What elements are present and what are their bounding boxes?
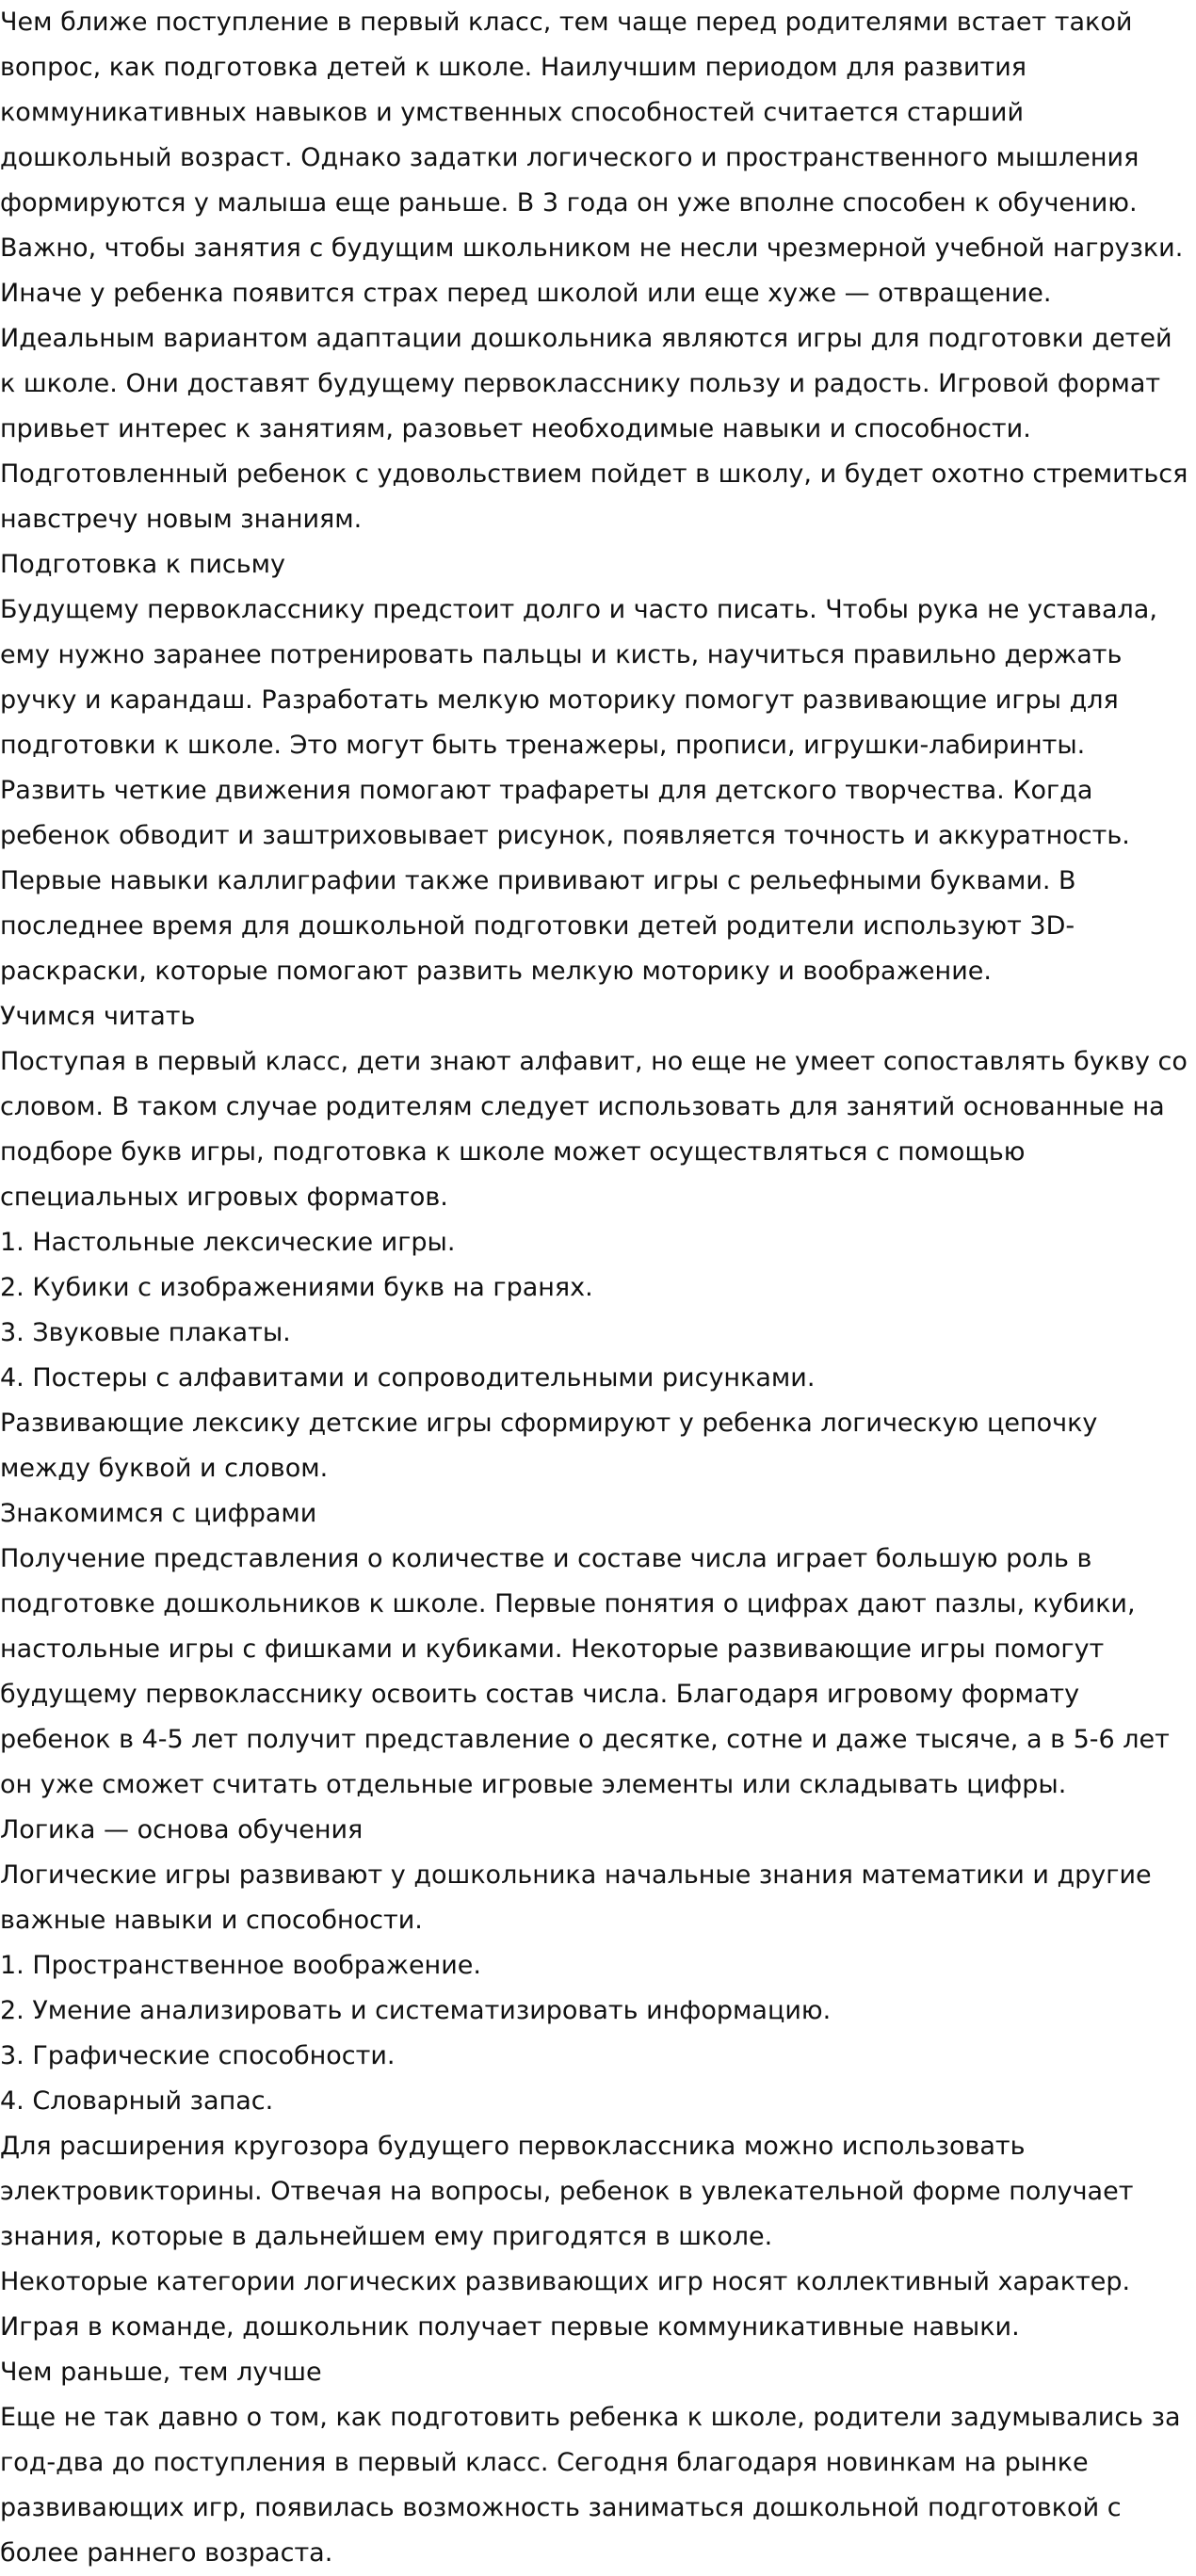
reading-list-item: 4. Постеры с алфавитами и сопроводительными рисунками. [0, 1363, 816, 1393]
section-heading-earlier: Чем раньше, тем лучше [0, 2358, 322, 2387]
writing-paragraph: Будущему первокласснику предстоит долго и часто писать. Чтобы рука не уставала, ему нужно заранее потренировать пальцы и кисть, научиться правильно держать ручку и карандаш. Разработать мелкую моторику помогут развивающие игры для подготовки к школе. Это могут быть тренажеры, прописи, игрушки-лабиринты. Развить четкие движения помогают трафареты для детского творчества. Когда ребенок обводит и заштриховывает рисунок, появляется точность и аккуратность. Первые навыки каллиграфии также прививают игры с рельефными буквами. В последнее время для дошкольной подготовки детей родители используют 3D-раскраски, которые помогают развить мелкую моторику и воображение. [0, 595, 1157, 986]
reading-paragraph: Поступая в первый класс, дети знают алфавит, но еще не умеет сопоставлять букву со словом. В таком случае родителям следует использовать для занятий основанные на подборе букв игры, подготовка к школе может осуществляться с помощью специальных игровых форматов. [0, 1047, 1188, 1212]
closing-paragraph: Еще не так давно о том, как подготовить ребенка к школе, родители задумывались за год-два до поступления в первый класс. Сегодня благодаря новинкам на рынке развивающих игр, появилась возможность заниматься дошкольной подготовкой с более раннего возраста. [0, 2403, 1181, 2568]
section-heading-writing: Подготовка к письму [0, 550, 285, 579]
reading-list-item: 1. Настольные лексические игры. [0, 1228, 456, 1257]
team-games-paragraph: Некоторые категории логических развивающих игр носят коллективный характер. Играя в команде, дошкольник получает первые коммуникативные навыки. [0, 2267, 1131, 2342]
logic-list-item: 2. Умение анализировать и систематизировать информацию. [0, 1996, 832, 2025]
section-heading-logic: Логика — основа обучения [0, 1815, 364, 1844]
logic-list-item: 1. Пространственное воображение. [0, 1951, 481, 1980]
reading-list-item: 3. Звуковые плакаты. [0, 1318, 291, 1347]
logic-list-item: 4. Словарный запас. [0, 2086, 274, 2116]
intro-paragraph: Чем ближе поступление в первый класс, тем чаще перед родителями встает такой вопрос, как подготовка детей к школе. Наилучшим периодом для развития коммуникативных навыков и умственных способностей считается старший дошкольный возраст. Однако задатки логического и пространственного мышления формируются у малыша еще раньше. В 3 года он уже вполне способен к обучению. Важно, чтобы занятия с будущим школьником не несли чрезмерной учебной нагрузки. Иначе у ребенка появится страх перед школой или еще хуже — отвращение. [0, 8, 1184, 308]
section-heading-numbers: Знакомимся с цифрами [0, 1499, 317, 1528]
numbers-paragraph: Получение представления о количестве и составе числа играет большую роль в подготовке дошкольников к школе. Первые понятия о цифрах дают пазлы, кубики, настольные игры с фишками и кубиками. Некоторые развивающие игры помогут будущему первокласснику освоить состав числа. Благодаря игровому формату ребенок в 4-5 лет получит представление о десятке, сотне и даже тысяче, а в 5-6 лет он уже сможет считать отдельные игровые элементы или складывать цифры. [0, 1544, 1170, 1799]
quiz-paragraph: Для расширения кругозора будущего первоклассника можно использовать электровикторины. Отвечая на вопросы, ребенок в увлекательной форме получает знания, которые в дальнейшем ему пригодятся в школе. [0, 2132, 1134, 2251]
reading-list-item: 2. Кубики с изображениями букв на гранях. [0, 1273, 593, 1302]
reading-summary-paragraph: Развивающие лексику детские игры сформируют у ребенка логическую цепочку между буквой и словом. [0, 1409, 1098, 1483]
section-heading-reading: Учимся читать [0, 1002, 196, 1031]
adaptation-paragraph: Идеальным вариантом адаптации дошкольника являются игры для подготовки детей к школе. Они доставят будущему первокласснику пользу и радость. Игровой формат привьет интерес к занятиям, разовьет необходимые навыки и способности. Подготовленный ребенок с удовольствием пойдет в школу, и будет охотно стремиться навстречу новым знаниям. [0, 324, 1188, 534]
logic-paragraph: Логические игры развивают у дошкольника начальные знания математики и другие важные навыки и способности. [0, 1860, 1152, 1935]
logic-list-item: 3. Графические способности. [0, 2041, 396, 2070]
